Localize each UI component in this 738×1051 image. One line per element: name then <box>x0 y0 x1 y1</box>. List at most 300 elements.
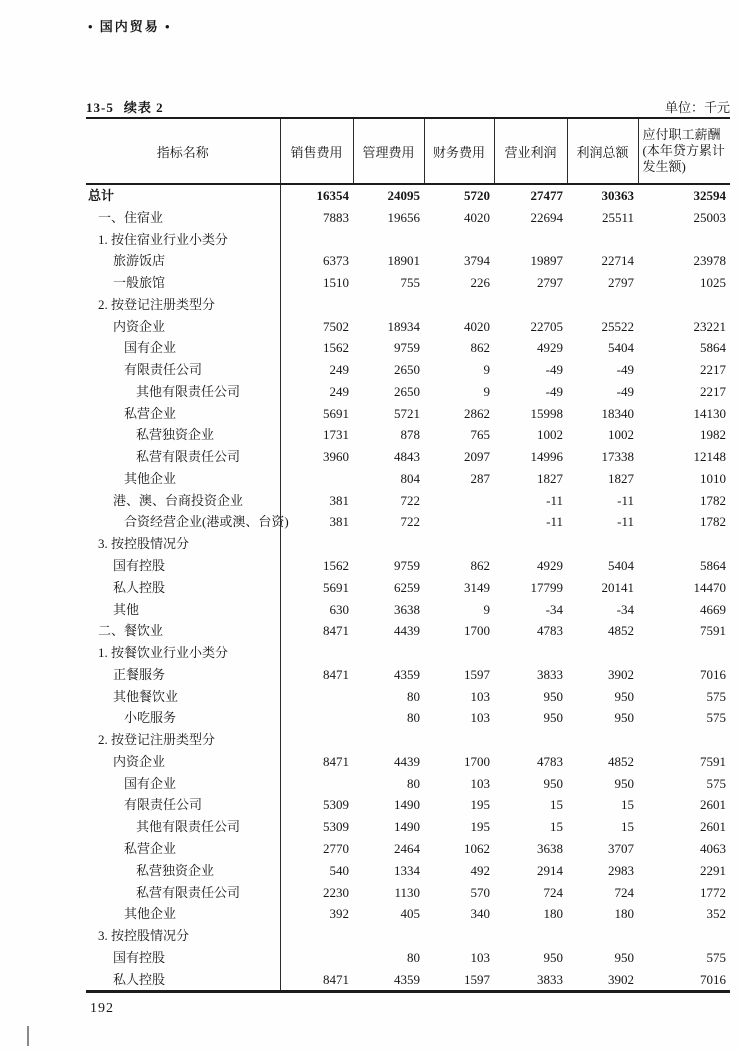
row-value <box>424 925 494 947</box>
row-value: 8471 <box>323 971 349 987</box>
row-label: 其他企业 <box>86 468 280 490</box>
row-value: 1002 <box>608 427 634 443</box>
row-value <box>494 925 567 947</box>
row-value: 5309 <box>323 797 349 813</box>
row-value: 14470 <box>693 579 726 595</box>
row-label: 二、餐饮业 <box>86 620 280 642</box>
row-value: -11 <box>617 492 634 508</box>
row-label: 一般旅馆 <box>86 272 280 294</box>
row-value: 862 <box>470 340 490 356</box>
row-value: -49 <box>616 383 634 399</box>
row-value: 20141 <box>601 579 634 595</box>
row-value <box>280 468 353 490</box>
row-value: 4020 <box>464 209 490 225</box>
row-value: 7883 <box>323 209 349 225</box>
row-label: 2. 按登记注册类型分 <box>86 294 280 316</box>
row-value: 1562 <box>323 558 349 574</box>
row-value: 3707 <box>608 840 634 856</box>
row-label: 国有控股 <box>86 555 280 577</box>
row-value: 2914 <box>537 862 563 878</box>
row-value: 950 <box>614 949 634 965</box>
row-value: 540 <box>329 862 349 878</box>
table-row <box>86 729 730 751</box>
row-value: 950 <box>543 775 563 791</box>
table-row <box>86 446 730 468</box>
row-value <box>424 729 494 751</box>
row-value: 755 <box>400 275 420 291</box>
row-value <box>424 642 494 664</box>
row-value: 3794 <box>464 253 490 269</box>
row-value: 724 <box>614 884 634 900</box>
row-label: 内资企业 <box>86 316 280 338</box>
row-value <box>353 294 424 316</box>
row-value: 722 <box>400 492 420 508</box>
row-value <box>567 533 638 555</box>
row-value: -11 <box>546 492 563 508</box>
row-value: 80 <box>407 710 420 726</box>
row-value: 103 <box>470 949 490 965</box>
table-body <box>86 184 730 992</box>
row-label: 其他餐饮业 <box>86 686 280 708</box>
row-value: 15 <box>550 797 563 813</box>
page-number: 192 <box>90 1001 114 1016</box>
row-label: 国有控股 <box>86 947 280 969</box>
row-label: 一、住宿业 <box>86 207 280 229</box>
row-label: 小吃服务 <box>86 707 280 729</box>
row-value <box>494 294 567 316</box>
row-value: 9759 <box>394 340 420 356</box>
table-row <box>86 294 730 316</box>
row-value: 8471 <box>323 666 349 682</box>
row-value: 950 <box>543 949 563 965</box>
table-row <box>86 359 730 381</box>
row-value: 570 <box>470 884 490 900</box>
row-value <box>280 729 353 751</box>
row-value: 950 <box>614 775 634 791</box>
row-value: 492 <box>470 862 490 878</box>
row-value: 7591 <box>700 753 726 769</box>
table-row <box>86 316 730 338</box>
row-value: 3149 <box>464 579 490 595</box>
table-row <box>86 969 730 992</box>
row-value: 1025 <box>700 275 726 291</box>
row-label: 港、澳、台商投资企业 <box>86 490 280 512</box>
row-value: 1982 <box>700 427 726 443</box>
row-value <box>280 229 353 251</box>
section-header: • 国内贸易 • <box>88 19 172 34</box>
row-value: 1827 <box>537 470 563 486</box>
row-value <box>638 229 730 251</box>
row-value: 3902 <box>608 666 634 682</box>
row-value: 25522 <box>601 318 634 334</box>
row-value: 103 <box>470 688 490 704</box>
row-label: 1. 按餐饮业行业小类分 <box>86 642 280 664</box>
row-value <box>567 229 638 251</box>
row-value: 5864 <box>700 340 726 356</box>
row-value: 1731 <box>323 427 349 443</box>
row-value: 4783 <box>537 623 563 639</box>
row-value: 2097 <box>464 449 490 465</box>
row-value: 1562 <box>323 340 349 356</box>
row-label: 有限责任公司 <box>86 359 280 381</box>
row-value: 19897 <box>530 253 563 269</box>
row-value: 575 <box>706 775 726 791</box>
row-value: 103 <box>470 710 490 726</box>
row-value <box>638 533 730 555</box>
row-value: 5721 <box>394 405 420 421</box>
row-value: 103 <box>470 775 490 791</box>
row-value <box>353 533 424 555</box>
row-value: 14996 <box>530 449 563 465</box>
row-label: 私营独资企业 <box>86 424 280 446</box>
col-header-financial-expense: 财务费用 <box>424 118 494 184</box>
col-header-total-profit: 利润总额 <box>567 118 638 184</box>
row-value: 5691 <box>323 405 349 421</box>
table-row <box>86 599 730 621</box>
row-value: 950 <box>543 688 563 704</box>
row-value: 249 <box>329 383 349 399</box>
row-value <box>424 490 494 512</box>
row-value: 2217 <box>700 362 726 378</box>
row-value <box>424 533 494 555</box>
row-label: 私营企业 <box>86 403 280 425</box>
col-header-indicator: 指标名称 <box>86 118 280 184</box>
row-value: 1062 <box>464 840 490 856</box>
statistics-table <box>86 117 730 993</box>
table-row <box>86 184 730 207</box>
row-value: 5864 <box>700 558 726 574</box>
row-value: 4439 <box>394 623 420 639</box>
row-value: 7016 <box>700 971 726 987</box>
row-value: 4929 <box>537 558 563 574</box>
row-value: 195 <box>470 819 490 835</box>
row-value <box>353 925 424 947</box>
row-value <box>424 294 494 316</box>
row-value: -34 <box>545 601 563 617</box>
row-value <box>280 533 353 555</box>
row-value: 30363 <box>601 188 634 203</box>
row-value: 4359 <box>394 971 420 987</box>
row-value <box>280 642 353 664</box>
row-value: 15 <box>621 797 634 813</box>
table-row <box>86 337 730 359</box>
table-row <box>86 707 730 729</box>
row-value: -34 <box>616 601 634 617</box>
row-value: 1597 <box>464 971 490 987</box>
row-value: 1490 <box>394 797 420 813</box>
table-row <box>86 838 730 860</box>
row-value <box>424 229 494 251</box>
row-label: 总计 <box>86 184 280 207</box>
row-value: 17799 <box>530 579 563 595</box>
row-value <box>280 707 353 729</box>
row-value: 1700 <box>464 623 490 639</box>
row-value: 878 <box>400 427 420 443</box>
table-row <box>86 207 730 229</box>
row-value: 950 <box>614 688 634 704</box>
table-row <box>86 642 730 664</box>
row-value <box>494 229 567 251</box>
row-value: 575 <box>706 710 726 726</box>
row-value: 2797 <box>537 275 563 291</box>
row-value: 4852 <box>608 623 634 639</box>
table-row <box>86 403 730 425</box>
row-value: 4669 <box>700 601 726 617</box>
row-value: 4852 <box>608 753 634 769</box>
row-value: 5691 <box>323 579 349 595</box>
row-value <box>353 229 424 251</box>
table-row <box>86 511 730 533</box>
row-value: 1700 <box>464 753 490 769</box>
row-value <box>567 294 638 316</box>
table-row <box>86 751 730 773</box>
row-value: 15 <box>550 819 563 835</box>
table-row <box>86 468 730 490</box>
row-value <box>638 294 730 316</box>
row-value: 22714 <box>601 253 634 269</box>
row-value: 80 <box>407 775 420 791</box>
row-value: 2230 <box>323 884 349 900</box>
row-value: 18934 <box>387 318 420 334</box>
row-value: 22705 <box>530 318 563 334</box>
row-value <box>567 729 638 751</box>
table-row <box>86 533 730 555</box>
table-row <box>86 229 730 251</box>
row-value: 4783 <box>537 753 563 769</box>
row-value: -49 <box>545 362 563 378</box>
row-value: 381 <box>329 492 349 508</box>
row-value: 2291 <box>700 862 726 878</box>
table-caption-row <box>86 97 730 116</box>
table-row <box>86 903 730 925</box>
row-value: 24095 <box>387 188 420 203</box>
row-label: 合资经营企业(港或澳、台资) <box>86 511 280 533</box>
row-value: 1782 <box>700 514 726 530</box>
row-value: 630 <box>329 601 349 617</box>
row-value <box>280 686 353 708</box>
row-value <box>567 925 638 947</box>
row-value <box>280 947 353 969</box>
row-value: 5404 <box>608 558 634 574</box>
row-label: 其他有限责任公司 <box>86 816 280 838</box>
row-value: 25511 <box>601 209 634 225</box>
row-value: 15 <box>621 819 634 835</box>
row-value: 9 <box>483 383 490 399</box>
row-value: 249 <box>329 362 349 378</box>
row-value: -49 <box>616 362 634 378</box>
table-row <box>86 686 730 708</box>
row-value: 575 <box>706 688 726 704</box>
table-row <box>86 794 730 816</box>
row-value: 16354 <box>316 188 349 203</box>
row-value: 4359 <box>394 666 420 682</box>
table-row <box>86 381 730 403</box>
row-value: 4020 <box>464 318 490 334</box>
row-label: 私人控股 <box>86 577 280 599</box>
row-value <box>567 642 638 664</box>
row-label: 私营独资企业 <box>86 860 280 882</box>
row-value: 8471 <box>323 753 349 769</box>
table-row <box>86 816 730 838</box>
row-value: 18901 <box>387 253 420 269</box>
col-header-sales-expense: 销售费用 <box>280 118 353 184</box>
row-value: 5404 <box>608 340 634 356</box>
row-value: 724 <box>543 884 563 900</box>
row-value: 950 <box>614 710 634 726</box>
row-value: 18340 <box>601 405 634 421</box>
row-value: 862 <box>470 558 490 574</box>
row-value: 287 <box>470 470 490 486</box>
row-value: 2650 <box>394 362 420 378</box>
row-value: 2983 <box>608 862 634 878</box>
row-value: 1130 <box>394 884 420 900</box>
table-header <box>86 118 730 184</box>
row-value: 5309 <box>323 819 349 835</box>
row-label: 3. 按控股情况分 <box>86 533 280 555</box>
row-value: 7016 <box>700 666 726 682</box>
row-value: 15998 <box>530 405 563 421</box>
table-caption <box>86 97 164 116</box>
row-value: 17338 <box>601 449 634 465</box>
row-value: 1334 <box>394 862 420 878</box>
row-label: 私人控股 <box>86 969 280 992</box>
row-value: 195 <box>470 797 490 813</box>
row-label: 有限责任公司 <box>86 794 280 816</box>
row-value: 4439 <box>394 753 420 769</box>
row-value: -11 <box>546 514 563 530</box>
row-value: 4063 <box>700 840 726 856</box>
row-label: 私营有限责任公司 <box>86 882 280 904</box>
row-value: 7502 <box>323 318 349 334</box>
row-value <box>280 925 353 947</box>
row-value: 180 <box>543 906 563 922</box>
row-value: 3833 <box>537 666 563 682</box>
row-label: 国有企业 <box>86 337 280 359</box>
row-value: 352 <box>706 906 726 922</box>
row-value <box>494 729 567 751</box>
table-row <box>86 882 730 904</box>
row-value: 180 <box>614 906 634 922</box>
row-value: 7591 <box>700 623 726 639</box>
row-value: 22694 <box>530 209 563 225</box>
row-label: 私营企业 <box>86 838 280 860</box>
row-value: 23978 <box>693 253 726 269</box>
row-value: 392 <box>329 906 349 922</box>
row-value <box>494 642 567 664</box>
row-value: 1510 <box>323 275 349 291</box>
row-label: 旅游饭店 <box>86 250 280 272</box>
row-value: 405 <box>400 906 420 922</box>
table-row <box>86 947 730 969</box>
row-value: 2601 <box>700 819 726 835</box>
row-label: 3. 按控股情况分 <box>86 925 280 947</box>
row-value: 9759 <box>394 558 420 574</box>
col-header-operating-profit: 营业利润 <box>494 118 567 184</box>
col-header-admin-expense: 管理费用 <box>353 118 424 184</box>
row-value: 2650 <box>394 383 420 399</box>
row-value: 4843 <box>394 449 420 465</box>
row-value <box>353 642 424 664</box>
row-value <box>638 642 730 664</box>
row-value: 1597 <box>464 666 490 682</box>
row-value: 226 <box>470 275 490 291</box>
row-value: 2770 <box>323 840 349 856</box>
table-row <box>86 555 730 577</box>
row-value: 1782 <box>700 492 726 508</box>
row-label: 内资企业 <box>86 751 280 773</box>
row-value: 80 <box>407 688 420 704</box>
row-value: 12148 <box>693 449 726 465</box>
row-value <box>353 729 424 751</box>
row-value: 950 <box>543 710 563 726</box>
table-row <box>86 250 730 272</box>
row-value: 2797 <box>608 275 634 291</box>
row-label: 2. 按登记注册类型分 <box>86 729 280 751</box>
table-number: 13-5 <box>86 100 114 115</box>
row-value: 27477 <box>530 188 563 203</box>
margin-mark <box>27 1026 29 1046</box>
row-value: 4929 <box>537 340 563 356</box>
row-value: 340 <box>470 906 490 922</box>
row-value: 1772 <box>700 884 726 900</box>
row-value: 3902 <box>608 971 634 987</box>
row-value: 1010 <box>700 470 726 486</box>
row-value: 765 <box>470 427 490 443</box>
row-value: 3960 <box>323 449 349 465</box>
row-value <box>424 511 494 533</box>
row-label: 其他有限责任公司 <box>86 381 280 403</box>
table-row <box>86 620 730 642</box>
row-value: 804 <box>400 470 420 486</box>
row-value: 6259 <box>394 579 420 595</box>
row-value: 23221 <box>693 318 726 334</box>
row-value <box>638 925 730 947</box>
row-value: -11 <box>617 514 634 530</box>
row-label: 其他企业 <box>86 903 280 925</box>
unit-label: 单位：千元 <box>664 100 730 115</box>
row-value: 2217 <box>700 383 726 399</box>
row-label: 私营有限责任公司 <box>86 446 280 468</box>
row-label: 其他 <box>86 599 280 621</box>
row-value: 5720 <box>464 188 490 203</box>
table-row <box>86 860 730 882</box>
row-value: 19656 <box>387 209 420 225</box>
row-value: 9 <box>483 362 490 378</box>
row-value: 3638 <box>537 840 563 856</box>
table-row <box>86 925 730 947</box>
row-value: 575 <box>706 949 726 965</box>
row-value: 722 <box>400 514 420 530</box>
row-value <box>280 294 353 316</box>
table-row <box>86 664 730 686</box>
row-value: 25003 <box>693 209 726 225</box>
row-value: 14130 <box>693 405 726 421</box>
row-value: 3638 <box>394 601 420 617</box>
row-value <box>280 773 353 795</box>
row-value: 6373 <box>323 253 349 269</box>
table-row <box>86 577 730 599</box>
row-value <box>494 533 567 555</box>
row-value: 1827 <box>608 470 634 486</box>
row-value: 3833 <box>537 971 563 987</box>
row-value: 9 <box>483 601 490 617</box>
table-row <box>86 272 730 294</box>
row-value: -49 <box>545 383 563 399</box>
table-row <box>86 490 730 512</box>
table-row <box>86 773 730 795</box>
row-value: 1490 <box>394 819 420 835</box>
row-value: 2464 <box>394 840 420 856</box>
